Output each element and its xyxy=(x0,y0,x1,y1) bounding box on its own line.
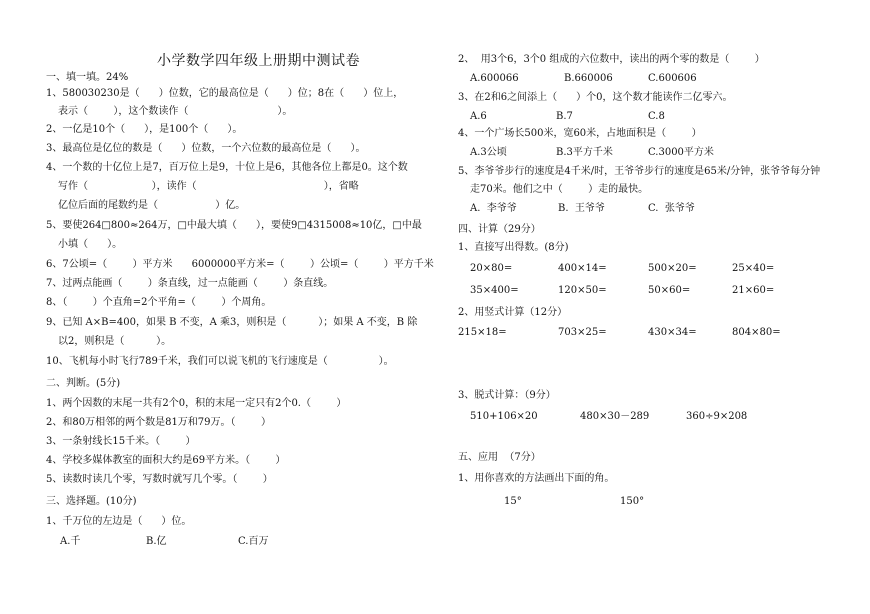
question-6: 6、7公顷=（ ）平方米 6000000平方米=（ ）公顷=（ ）平方千米 xyxy=(46,259,434,270)
choice-1-option-a: A.千 xyxy=(60,536,81,547)
question-4-line-2: 写作（ ），读作（ ），省略 xyxy=(58,181,359,192)
question-3: 3、最高位是亿位的数是（ ）位数，一个六位数的最高位是（ ）。 xyxy=(46,143,366,154)
choice-2-option-c: C.600606 xyxy=(648,73,697,84)
calc-stepwise-heading: 3、脱式计算：（9分） xyxy=(458,390,556,401)
question-7: 7、过两点能画（ ）条直线，过一点能画（ ）条直线。 xyxy=(46,278,334,289)
application-1: 1、用你喜欢的方法画出下面的角。 xyxy=(458,473,615,484)
calc-vertical-item: 215×18= xyxy=(458,327,507,338)
question-2: 2、一亿是10个（ ），是100个（ ）。 xyxy=(46,124,243,135)
choice-4-option-a: A.3公顷 xyxy=(470,147,507,158)
question-5-line-2: 小填（ ）。 xyxy=(58,239,123,250)
choice-2-option-a: A.600066 xyxy=(470,73,519,84)
calc-direct-item: 20×80= xyxy=(470,263,513,274)
choice-3-option-c: C.8 xyxy=(648,111,665,122)
calc-direct-item: 25×40= xyxy=(732,263,775,274)
choice-4-option-c: C.3000平方米 xyxy=(648,147,714,158)
calc-direct-item: 21×60= xyxy=(732,285,775,296)
section-application-heading: 五、应用 （7分） xyxy=(458,452,541,463)
judge-3: 3、一条射线长15千米。（ ） xyxy=(46,436,196,447)
angle-label-2: 150° xyxy=(620,496,645,507)
question-10: 10、飞机每小时飞行789千米，我们可以说飞机的飞行速度是（ ）。 xyxy=(46,356,394,367)
page-title: 小学数学四年级上册期中测试卷 xyxy=(157,53,360,69)
judge-4: 4、学校多媒体教室的面积大约是69平方米。（ ） xyxy=(46,455,286,466)
question-8: 8、（ ）个直角=2个平角=（ ）个周角。 xyxy=(46,297,272,308)
choice-5-line-1: 5、李爷爷步行的速度是4千米/时，王爷爷步行的速度是65米/分钟，张爷爷每分钟 xyxy=(458,166,821,177)
choice-3-option-a: A.6 xyxy=(470,111,487,122)
question-4-line-1: 4、一个数的十亿位上是7，百万位上是9，十位上是6，其他各位上都是0。这个数 xyxy=(46,162,408,173)
section-choice-heading: 三、选择题。(10分) xyxy=(46,496,137,507)
choice-5-line-2: 走70米。他们之中（ ）走的最快。 xyxy=(470,184,649,195)
calc-vertical-item: 430×34= xyxy=(648,327,697,338)
angle-label-1: 15° xyxy=(504,496,522,507)
right-column xyxy=(440,0,870,614)
choice-3: 3、在2和6之间添上（ ）个0，这个数才能读作二亿零六。 xyxy=(458,92,733,103)
calc-direct-item: 500×20= xyxy=(648,263,697,274)
choice-4-option-b: B.3平方千米 xyxy=(556,147,613,158)
question-5-line-1: 5、要使264□800≈264万，□中最大填（ ），要使9□4315008≈10亿，□中最 xyxy=(46,220,422,231)
choice-5-option-b: B. 王爷爷 xyxy=(558,203,605,214)
section-fill-heading: 一、填一填。24% xyxy=(46,72,129,83)
calc-vertical-item: 703×25= xyxy=(558,327,607,338)
calc-stepwise-item: 480×30－289 xyxy=(580,411,650,422)
calc-direct-heading: 1、直接写出得数。(8分) xyxy=(458,242,569,253)
choice-5-option-a: A. 李爷爷 xyxy=(470,203,517,214)
calc-direct-item: 120×50= xyxy=(558,285,607,296)
choice-1: 1、千万位的左边是（ ）位。 xyxy=(46,516,192,527)
question-4-line-3: 亿位后面的尾数约是（ ）亿。 xyxy=(58,200,246,211)
calc-direct-item: 400×14= xyxy=(558,263,607,274)
section-calc-heading: 四、计算（29分） xyxy=(458,224,541,235)
choice-1-option-b: B.亿 xyxy=(146,536,167,547)
question-1-line-1: 1、580030230是（ ）位数，它的最高位是（ ）位；8在（ ）位上， xyxy=(46,88,404,99)
question-9-line-1: 9、已知 A×B=400，如果 B 不变，A 乘3，则积是（ ）；如果 A 不变，B 除 xyxy=(46,317,418,328)
calc-stepwise-item: 510+106×20 xyxy=(470,411,538,422)
choice-4: 4、一个广场长500米，宽60米，占地面积是（ ） xyxy=(458,128,702,139)
calc-stepwise-item: 360÷9×208 xyxy=(686,411,748,422)
judge-5: 5、读数时读几个零，写数时就写几个零。（ ） xyxy=(46,474,273,485)
choice-2-option-b: B.660006 xyxy=(564,73,613,84)
question-9-line-2: 以2，则积是（ ）。 xyxy=(58,336,172,347)
calc-direct-item: 35×400= xyxy=(470,285,519,296)
judge-1: 1、两个因数的末尾一共有2个0，积的末尾一定只有2个0.（ ） xyxy=(46,398,347,409)
choice-5-option-c: C. 张爷爷 xyxy=(648,203,695,214)
calc-vertical-item: 804×80= xyxy=(732,327,781,338)
question-1-line-2: 表示（ ），这个数读作（ ）。 xyxy=(58,106,293,117)
judge-2: 2、和80万相邻的两个数是81万和79万。（ ） xyxy=(46,417,271,428)
choice-2: 2、 用3个6，3个0 组成的六位数中，读出的两个零的数是（ ） xyxy=(458,54,765,65)
calc-vertical-heading: 2、用竖式计算（12分） xyxy=(458,307,568,318)
choice-3-option-b: B.7 xyxy=(556,111,573,122)
section-judge-heading: 二、判断。(5分) xyxy=(46,378,121,389)
calc-direct-item: 50×60= xyxy=(648,285,691,296)
choice-1-option-c: C.百万 xyxy=(238,536,269,547)
